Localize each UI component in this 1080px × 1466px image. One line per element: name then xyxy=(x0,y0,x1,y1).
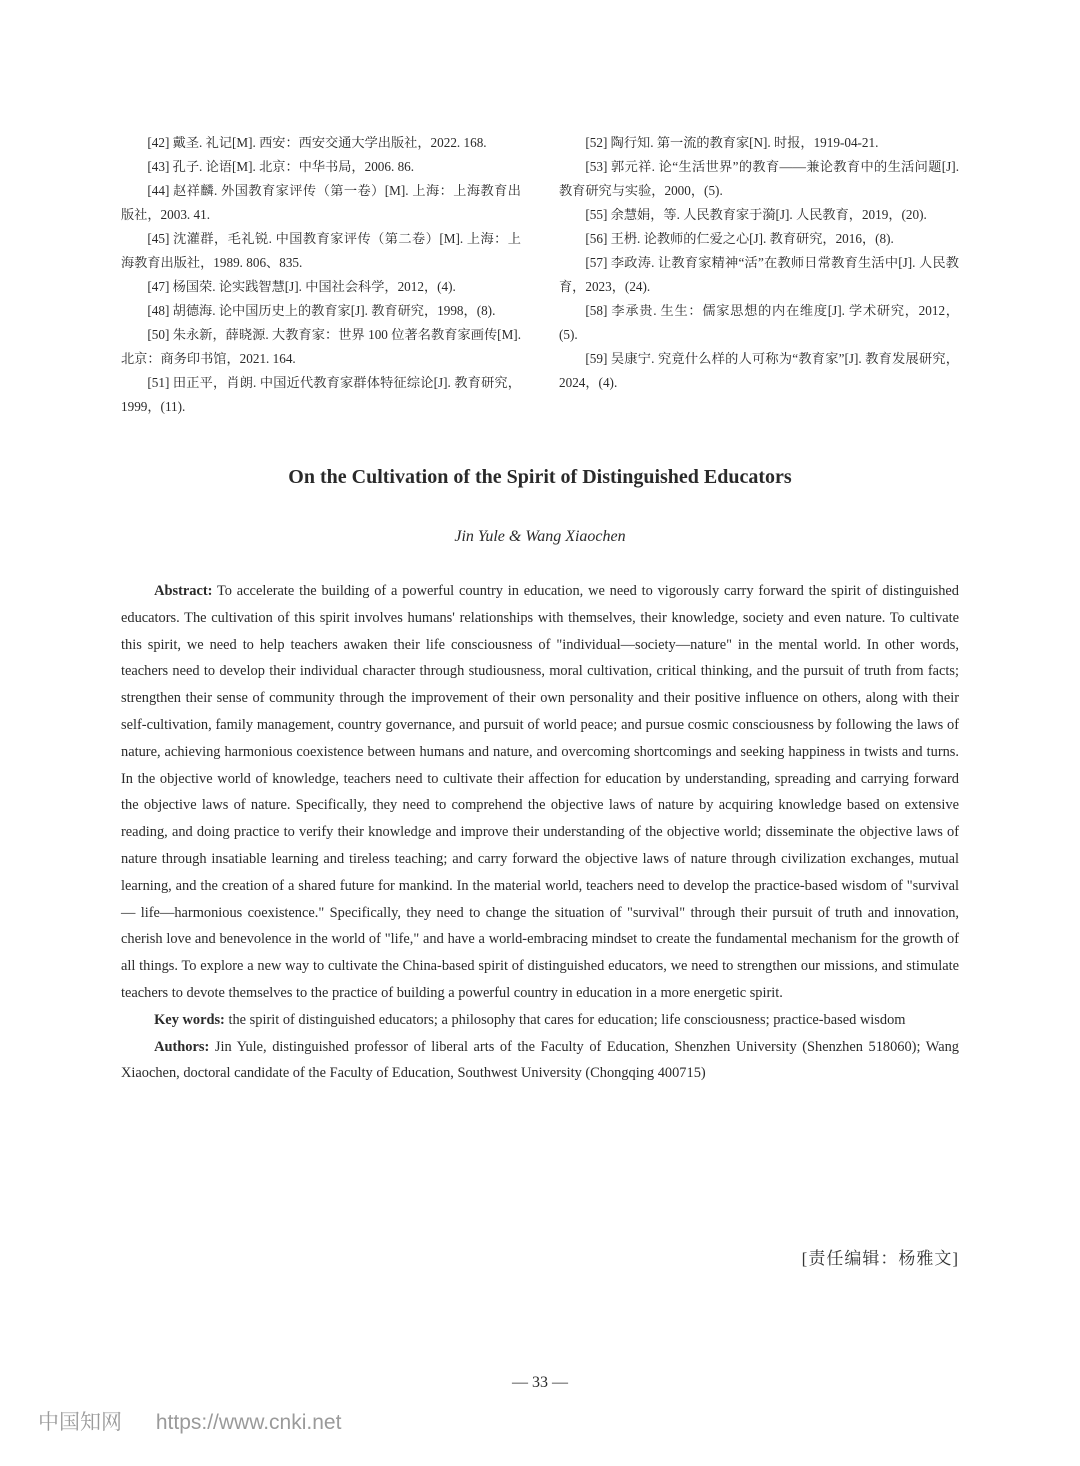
keywords-paragraph xyxy=(121,1007,959,1034)
reference-entry: [48] 胡德海. 论中国历史上的教育家[J]. 教育研究，1998，(8). xyxy=(147,303,496,318)
page-number: — 33 — xyxy=(512,1374,568,1391)
article-title: On the Cultivation of the Spirit of Distinguished Educators xyxy=(288,466,792,488)
reference-entry: [53] 郭元祥. 论“生活世界”的教育——兼论教育中的生活问题[J]. 教育研究与实验，2000，(5). xyxy=(559,159,959,198)
reference-entry: [45] 沈灌群，毛礼锐. 中国教育家评传（第二卷）[M]. 上海：上海教育出版社，1989. 806、835. xyxy=(121,231,521,270)
authors-paragraph xyxy=(121,1034,959,1088)
cnki-watermark xyxy=(38,1406,341,1436)
reference-entry: [50] 朱永新，薛晓源. 大教育家：世界 100 位著名教育家画传[M]. 北京：商务印书馆，2021. 164. xyxy=(121,327,521,366)
reference-entry: [55] 余慧娟，等. 人民教育家于漪[J]. 人民教育，2019，(20). xyxy=(585,207,927,222)
reference-entry: [42] 戴圣. 礼记[M]. 西安：西安交通大学出版社，2022. 168. xyxy=(147,135,487,150)
watermark-url: https://www.cnki.net xyxy=(155,1411,342,1434)
reference-entry: [56] 王枬. 论教师的仁爱之心[J]. 教育研究，2016，(8). xyxy=(585,231,894,246)
references-left-column xyxy=(121,131,521,419)
abstract-label: Abstract: xyxy=(154,583,213,599)
reference-entry: [44] 赵祥麟. 外国教育家评传（第一卷）[M]. 上海：上海教育出版社，2003. 41. xyxy=(121,183,521,222)
reference-entry: [52] 陶行知. 第一流的教育家[N]. 时报，1919-04-21. xyxy=(585,135,879,150)
reference-entry: [51] 田正平，肖朗. 中国近代教育家群体特征综论[J]. 教育研究，1999，(11). xyxy=(121,375,521,414)
abstract-text: To accelerate the building of a powerful country in education, we need to vigorously carry forward the spirit of distinguished educators. The cultivation of this spirit involves humans' relationships with themselves, their knowledge, society and even nature. To cultivate this spirit, we need to help teachers awaken their life consciousness of "individual—society—nature" in the mental world. In other words, teachers need to develop their individual character through studiousness, moral cultivation, critical thinking, and the pursuit of truth from facts; strengthen their sense of community through the improvement of their own personality and their positive influence on others, along with their self-cultivation, family management, country governance, and pursuit of world peace; and pursue cosmic consciousness by following the laws of nature, achieving harmonious coexistence between humans and nature, and overcoming shortcomings and seeking happiness in twists and turns. In the objective world of knowledge, teachers need to cultivate their affection for education by understanding, spreading and carrying forward the objective laws of nature. Specifically, they need to comprehend the objective laws of nature by acquiring knowledge based on extensive reading, and doing practice to verify their knowledge and improve their understanding of the objective world; disseminate the objective laws of nature through insatiable learning and tireless teaching; and carry forward the objective laws of nature through civilization exchanges, mutual learning, and the creation of a shared future for mankind. In the material world, teachers need to develop the practice-based wisdom of "survival— life—harmonious coexistence." Specifically, they need to change the situation of "survival" through their pursuit of truth and innovation, cherish love and benevolence in the world of "life," and have a world-embracing mindset to create the fundamental mechanism for the growth of all things. To explore a new way to cultivate the China-based spirit of distinguished educators, we need to strengthen our missions, and stimulate teachers to devote themselves to the practice of building a powerful country in education in a more energetic spirit. xyxy=(121,583,959,1001)
references-section xyxy=(121,131,959,419)
keywords-text: the spirit of distinguished educators; a philosophy that cares for education; life consciousness; practice-based wisdom xyxy=(228,1011,906,1028)
abstract-paragraph xyxy=(121,578,959,1007)
reference-entry: [58] 李承贵. 生生：儒家思想的内在维度[J]. 学术研究，2012，(5). xyxy=(559,303,959,342)
article-authors: Jin Yule & Wang Xiaochen xyxy=(454,528,626,545)
references-right-column xyxy=(559,131,959,419)
keywords-label: Key words: xyxy=(154,1011,225,1028)
reference-entry: [43] 孔子. 论语[M]. 北京：中华书局，2006. 86. xyxy=(147,159,415,174)
watermark-brand: 中国知网 xyxy=(38,1411,122,1434)
reference-entry: [59] 吴康宁. 究竟什么样的人可称为“教育家”[J]. 教育发展研究，2024，(4). xyxy=(559,351,959,390)
editor-note: [责任编辑：杨雅文] xyxy=(801,1249,959,1268)
reference-entry: [57] 李政涛. 让教育家精神“活”在教师日常教育生活中[J]. 人民教育，2023，(24). xyxy=(559,255,959,294)
english-abstract-block xyxy=(121,578,959,1087)
authors-text: Jin Yule, distinguished professor of liberal arts of the Faculty of Education, Shenzhen University (Shenzhen 518060); Wang Xiaochen, doctoral candidate of the Faculty of Education, Southwest University (Chongqing 400715) xyxy=(121,1038,959,1082)
authors-label: Authors: xyxy=(154,1038,210,1055)
reference-entry: [47] 杨国荣. 论实践智慧[J]. 中国社会科学，2012，(4). xyxy=(147,279,456,294)
